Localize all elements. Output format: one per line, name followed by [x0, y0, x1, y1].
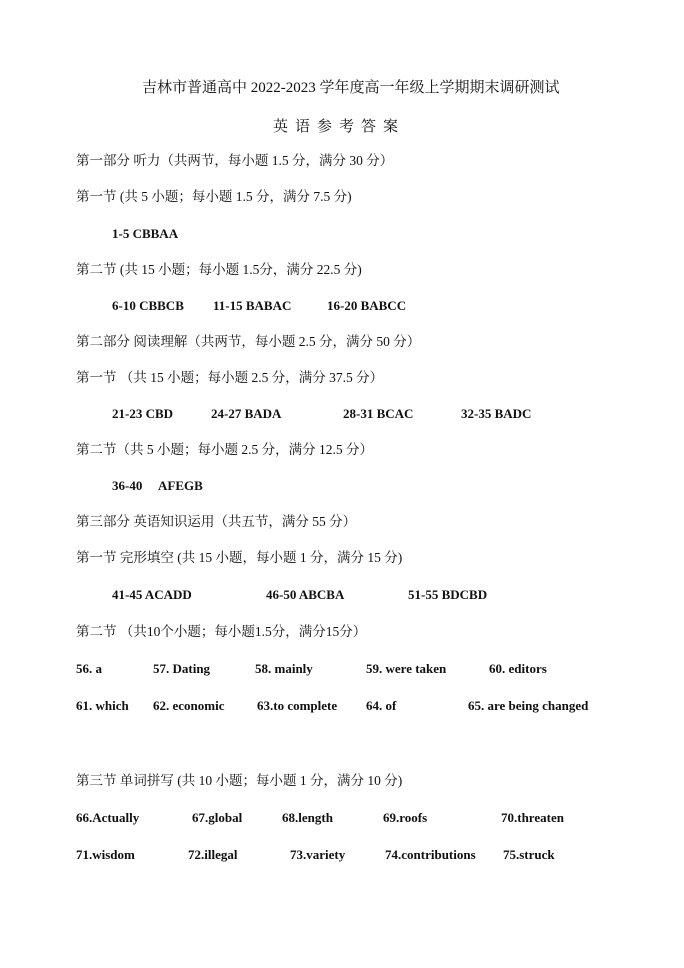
part3-section2-heading: 第二节 （共10个小题；每小题1.5分，满分15分） [76, 624, 367, 639]
document-subtitle: 英语参考答案 [273, 119, 406, 135]
answer-group: 51-55 BDCBD [408, 587, 488, 602]
answer-item: 57. Dating [153, 661, 211, 676]
answer-group: 46-50 ABCBA [266, 587, 345, 602]
answer-item: 62. economic [153, 698, 225, 713]
part1-section2-heading: 第二节 (共 15 小题；每小题 1.5分，满分 22.5 分) [76, 262, 362, 277]
answer-group: 1-5 CBBAA [112, 226, 179, 241]
answer-item: 73.variety [290, 847, 346, 862]
answer-group: 16-20 BABCC [327, 298, 407, 313]
answer-group: 6-10 CBBCB [112, 298, 184, 313]
answer-item: 64. of [366, 698, 397, 713]
part1-heading: 第一部分 听力（共两节，每小题 1.5 分，满分 30 分） [76, 153, 394, 168]
part3-section3-heading: 第三节 单词拼写 (共 10 小题；每小题 1 分，满分 10 分) [76, 773, 403, 788]
part3-section1-heading: 第一节 完形填空 (共 15 小题，每小题 1 分，满分 15 分) [76, 550, 403, 565]
answer-item: 75.struck [503, 847, 555, 862]
answer-item: 65. are being changed [468, 698, 589, 713]
document-title: 吉林市普通高中 2022-2023 学年度高一年级上学期期末调研测试 [142, 80, 560, 96]
answer-item: 58. mainly [255, 661, 313, 676]
part1-section1-heading: 第一节 (共 5 小题；每小题 1.5 分，满分 7.5 分) [76, 189, 352, 204]
part2-section2-heading: 第二节（共 5 小题；每小题 2.5 分，满分 12.5 分） [76, 442, 373, 457]
answer-group: 21-23 CBD [112, 406, 174, 421]
answer-item: 56. a [76, 661, 102, 676]
answer-item: 68.length [282, 810, 333, 825]
answer-item: 66.Actually [76, 810, 140, 825]
part2-section1-heading: 第一节 （共 15 小题；每小题 2.5 分，满分 37.5 分） [76, 370, 384, 385]
answer-group: 24-27 BADA [211, 406, 282, 421]
answer-item: 61. which [76, 698, 129, 713]
answer-group: 36-40 [112, 478, 143, 493]
answer-item: 70.threaten [501, 810, 564, 825]
answer-group: 11-15 BABAC [213, 298, 292, 313]
answer-group: AFEGB [158, 478, 203, 493]
answer-item: 59. were taken [366, 661, 447, 676]
answer-item: 74.contributions [385, 847, 476, 862]
answer-group: 32-35 BADC [461, 406, 532, 421]
answer-item: 63.to complete [257, 698, 338, 713]
answer-item: 69.roofs [383, 810, 428, 825]
answer-item: 60. editors [489, 661, 547, 676]
answer-item: 67.global [192, 810, 243, 825]
answer-item: 72.illegal [188, 847, 238, 862]
answer-item: 71.wisdom [76, 847, 135, 862]
part2-heading: 第二部分 阅读理解（共两节，每小题 2.5 分，满分 50 分） [76, 334, 421, 349]
part3-heading: 第三部分 英语知识运用（共五节，满分 55 分） [76, 514, 357, 529]
answer-group: 28-31 BCAC [343, 406, 414, 421]
answer-group: 41-45 ACADD [112, 587, 192, 602]
